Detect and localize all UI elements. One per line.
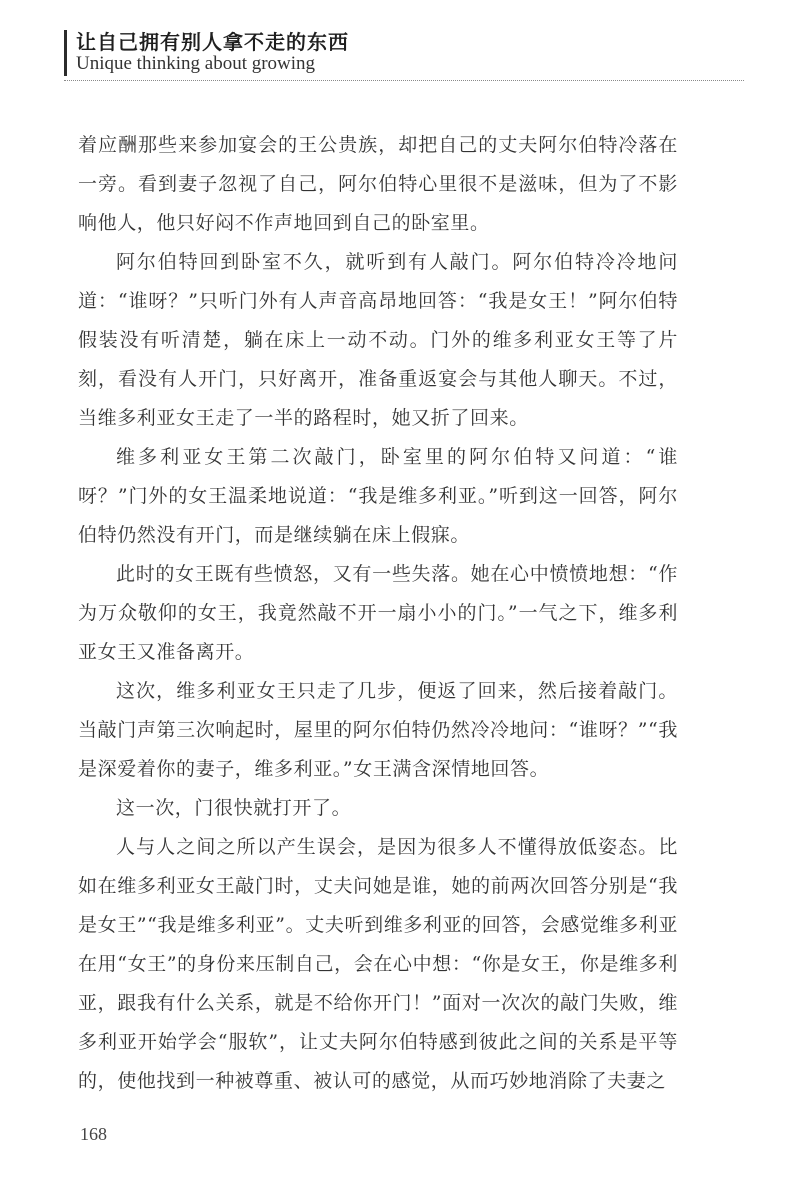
page-body: [78, 126, 678, 1101]
header-accent-bar: [64, 30, 67, 76]
paragraph: 这次，维多利亚女王只走了几步，便返了回来，然后接着敲门。当敲门声第三次响起时，屋里的阿尔伯特仍然冷冷地问：“谁呀？”“我是深爱着你的妻子，维多利亚。”女王满含深情地回答。: [78, 680, 678, 780]
page-number: 168: [80, 1124, 107, 1144]
paragraph: 此时的女王既有些愤怒，又有一些失落。她在心中愤愤地想：“作为万众敬仰的女王，我竟然敲不开一扇小小的门。”一气之下，维多利亚女王又准备离开。: [78, 563, 678, 663]
header-divider: [64, 80, 744, 81]
book-title: 让自己拥有别人拿不走的东西: [76, 30, 349, 54]
paragraph-continued: 着应酬那些来参加宴会的王公贵族，却把自己的丈夫阿尔伯特冷落在一旁。看到妻子忽视了自己，阿尔伯特心里很不是滋味，但为了不影响他人，他只好闷不作声地回到自己的卧室里。: [78, 134, 678, 234]
paragraph: 维多利亚女王第二次敲门，卧室里的阿尔伯特又问道：“谁呀？”门外的女王温柔地说道：“我是维多利亚。”听到这一回答，阿尔伯特仍然没有开门，而是继续躺在床上假寐。: [78, 446, 678, 546]
paragraph: 人与人之间之所以产生误会，是因为很多人不懂得放低姿态。比如在维多利亚女王敲门时，丈夫问她是谁，她的前两次回答分别是“我是女王”“我是维多利亚”。丈夫听到维多利亚的回答，会感觉维多利亚在用“女王”的身份来压制自己，会在心中想：“你是女王，你是维多利亚，跟我有什么关系，就是不给你开门！”面对一次次的敲门失败，维多利亚开始学会“服软”，让丈夫阿尔伯特感到彼此之间的关系是平等的，使他找到一种被尊重、被认可的感觉，从而巧妙地消除了夫妻之: [78, 836, 678, 1092]
running-header: [64, 26, 744, 86]
book-subtitle: Unique thinking about growing: [76, 53, 316, 74]
paragraph: 阿尔伯特回到卧室不久，就听到有人敲门。阿尔伯特冷冷地问道：“谁呀？”只听门外有人声音高昂地回答：“我是女王！”阿尔伯特假装没有听清楚，躺在床上一动不动。门外的维多利亚女王等了片刻，看没有人开门，只好离开，准备重返宴会与其他人聊天。不过，当维多利亚女王走了一半的路程时，她又折了回来。: [78, 251, 678, 429]
paragraph: 这一次，门很快就打开了。: [116, 797, 352, 819]
